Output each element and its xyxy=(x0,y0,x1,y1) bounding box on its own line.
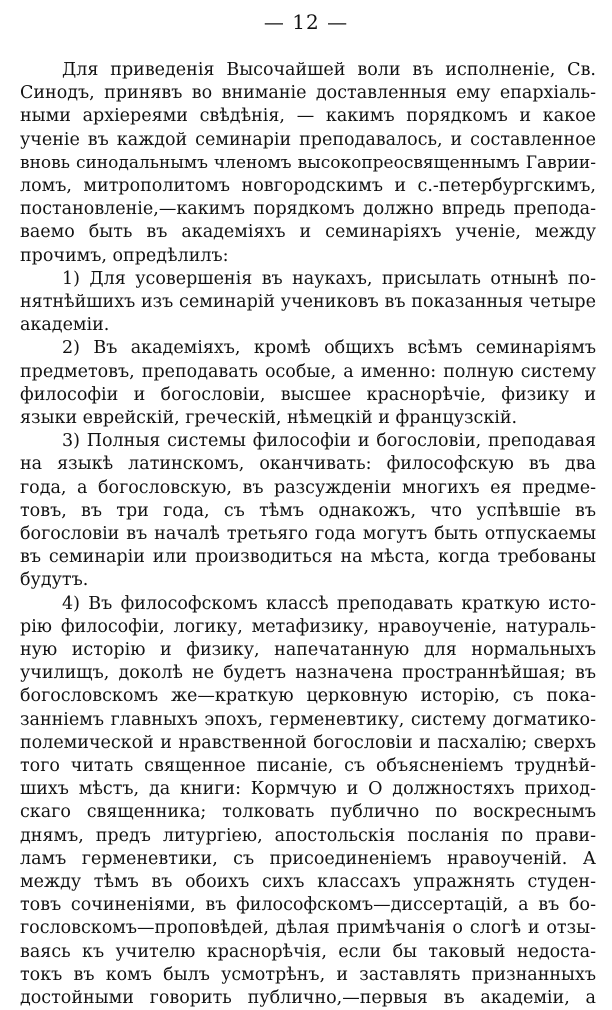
text-line: училищъ, доколѣ не будетъ назначена пространнѣйшая; въ xyxy=(20,663,596,684)
body-text xyxy=(0,58,612,1008)
text-line: токъ въ комъ былъ усмотрѣнъ, и заставлять признанныхъ xyxy=(20,964,596,985)
text-line: будутъ. xyxy=(20,570,89,591)
text-line: занніемъ главныхъ эпохъ, герменевтику, систему догматико- xyxy=(20,709,596,730)
text-line: философіи и богословіи, высшее краснорѣчіе, физику и xyxy=(20,384,596,405)
text-line: ваясь къ учителю краснорѣчія, если бы таковый недоста- xyxy=(20,941,596,962)
text-line: языки еврейскій, греческій, нѣмецкій и французскій. xyxy=(20,408,518,428)
text-line: на языкѣ латинскомъ, оканчивать: философскую въ два xyxy=(20,454,596,475)
text-line: между тѣмъ въ обоихъ сихъ классахъ упражнять студен- xyxy=(20,872,596,892)
text-line: скаго священника; толковать публично по воскреснымъ xyxy=(20,802,596,823)
text-line: 4) Въ философскомъ классѣ преподавать краткую исто- xyxy=(62,593,596,614)
text-line: года, а богословскую, въ разсужденіи многихъ ея предме- xyxy=(20,477,596,498)
text-line: 1) Для усовершенія въ наукахъ, присылать отнынѣ по- xyxy=(62,268,596,289)
text-line: достойными говорить публично,—первыя въ академіи, а xyxy=(20,988,596,1008)
text-line: ваемо быть въ академіяхъ и семинаріяхъ ученіе, между xyxy=(20,222,596,243)
text-line: шихъ мѣстъ, да книги: Кормчую и О должностяхъ приход- xyxy=(20,779,596,800)
text-line: ломъ, митрополитомъ новгородскимъ и с.-петербургскимъ, xyxy=(20,176,596,196)
text-line: того читать священное писаніе, съ объясненіемъ труднѣй- xyxy=(20,756,596,776)
text-line: богословскомъ же—краткую церковную исторію, съ пока- xyxy=(20,686,596,707)
text-line: въ семинаріи или производиться на мѣста, когда требованы xyxy=(20,547,596,568)
text-line: товъ, въ три года, съ тѣмъ однакожъ, что успѣвшіе въ xyxy=(20,500,596,521)
text-line: Для приведенія Высочайшей воли въ исполненіе, Св. xyxy=(62,60,596,80)
text-line: 2) Въ академіяхъ, кромѣ общихъ всѣмъ семинаріямъ xyxy=(62,338,596,359)
page-number: — 12 — xyxy=(263,10,349,34)
text-line: постановленіе,—какимъ порядкомъ должно впредь препода- xyxy=(20,199,596,220)
text-line: Синодъ, принявъ во вниманіе доставленныя ему епархіаль- xyxy=(20,83,596,104)
text-line: рію философіи, логику, метафизику, нравоученіе, натураль- xyxy=(20,616,596,637)
text-line: гословскомъ—проповѣдей, дѣлая примѣчанія о слогѣ и отзы- xyxy=(20,918,596,939)
text-line: днямъ, предъ литургіею, апостольскія посланія по прави- xyxy=(20,825,596,846)
text-line: ную исторію и физику, напечатанную для нормальныхъ xyxy=(20,640,596,660)
text-line: ученіе въ каждой семинаріи преподавалось, и составленное xyxy=(20,129,596,150)
text-line: ными архіереями свѣдѣнія, — какимъ порядкомъ и какое xyxy=(20,106,596,127)
text-line: богословіи въ началѣ третьяго года могутъ быть отпускаемы xyxy=(20,524,596,544)
text-line: нятнѣйшихъ изъ семинарій учениковъ въ показанныя четыре xyxy=(20,292,596,312)
text-line: вновь синодальнымъ членомъ высокопреосвященнымъ Гаврии- xyxy=(20,152,596,173)
text-line: товъ сочиненіями, въ философскомъ—диссертацій, а въ бо- xyxy=(20,895,596,916)
text-line: ламъ герменевтики, съ присоединеніемъ нравоученій. А xyxy=(20,848,596,869)
text-line: прочимъ, опредѣлилъ: xyxy=(20,245,229,266)
text-line: 3) Полныя системы философіи и богословіи, преподавая xyxy=(62,431,596,452)
text-line: полемической и нравственной богословіи и пасхалію; сверхъ xyxy=(20,732,596,753)
text-line: предметовъ, преподавать особые, а именно: полную систему xyxy=(20,361,596,382)
text-line: академіи. xyxy=(20,315,110,336)
